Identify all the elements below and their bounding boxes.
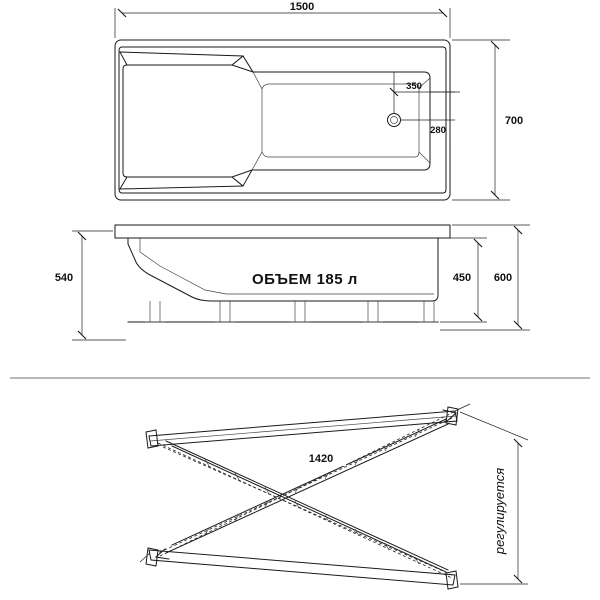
dim-label-350: 350 — [406, 81, 422, 92]
strut-solid-2 — [166, 424, 448, 553]
dim-label-280: 280 — [430, 125, 446, 136]
ext-1420-a — [455, 404, 470, 411]
ext-adjust-top — [460, 412, 528, 440]
frame-view-group — [10, 378, 590, 589]
dim-label-adjustable: регулируется — [492, 467, 507, 555]
top-view-group — [115, 1, 523, 200]
dim-label-600: 600 — [493, 272, 513, 284]
dim-label-1500: 1500 — [289, 1, 315, 13]
dim-label-1420: 1420 — [308, 453, 334, 465]
tub-outer-rim — [115, 40, 450, 200]
front-body — [128, 238, 438, 301]
volume-label: ОБЪЕМ 185 л — [252, 271, 358, 288]
front-rim — [115, 225, 450, 238]
front-view-group — [55, 225, 530, 340]
dim-label-540: 540 — [54, 272, 74, 284]
ext-1420-b — [140, 553, 150, 562]
dim-label-700: 700 — [504, 115, 524, 127]
dim-label-450: 450 — [452, 272, 472, 284]
